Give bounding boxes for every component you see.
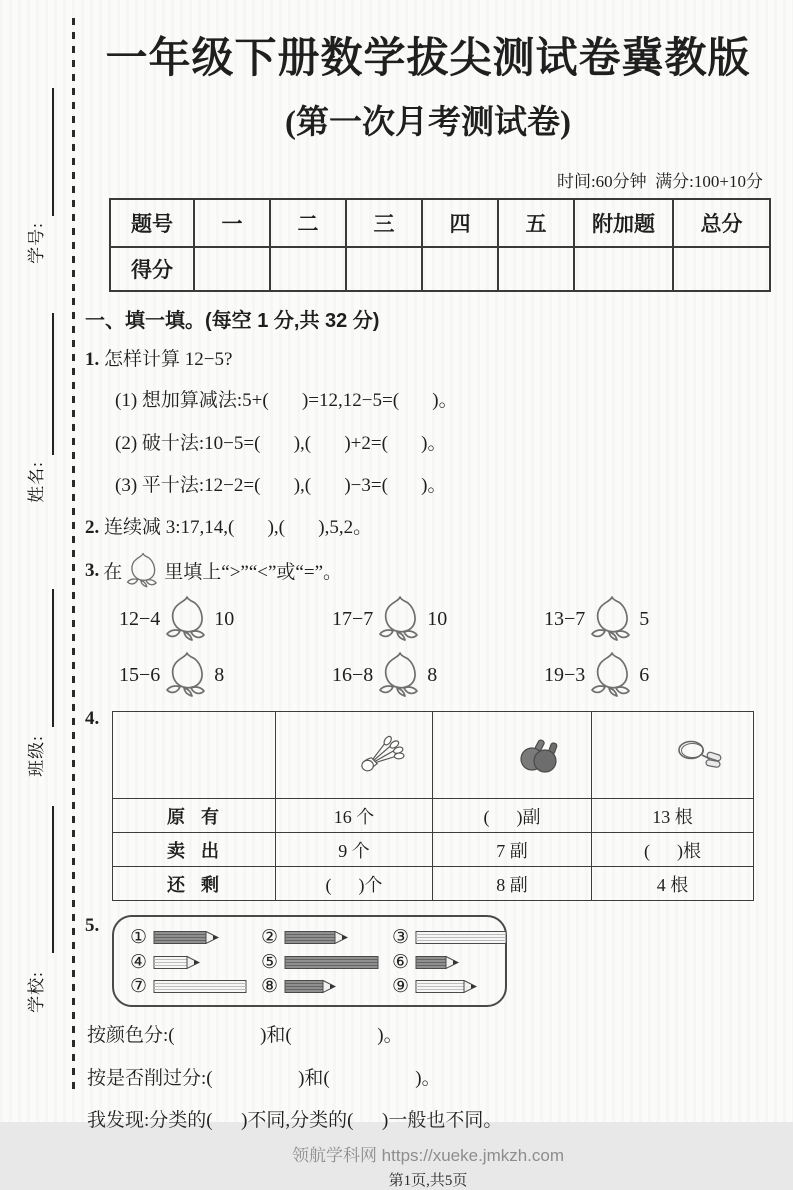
cut-dashed-line: [72, 18, 75, 1096]
comparison-grid: [119, 594, 771, 700]
school-line: [52, 806, 54, 953]
question-1-number: 1.: [85, 348, 100, 370]
question-5-number: 5.: [85, 915, 100, 937]
goods-row-header: 卖 出: [113, 833, 276, 867]
pencil-number: ⑧: [261, 976, 279, 998]
score-cell: [574, 247, 673, 291]
comparison-item: [544, 594, 771, 644]
goods-empty-cell: [113, 712, 276, 799]
pencil-item: [261, 974, 392, 999]
shuttlecock-icon: [359, 734, 403, 776]
score-cell: [498, 247, 574, 291]
goods-cell: 16 个: [276, 799, 433, 833]
jump-rope-icon: [676, 738, 724, 772]
site-watermark: 领航学科网 https://xueke.jmkzh.com: [291, 1145, 565, 1165]
value: 6: [639, 663, 650, 686]
question-1-text: 怎样计算 12−5?: [104, 348, 233, 370]
pencil-item: [130, 950, 261, 975]
peach-icon: [590, 594, 634, 644]
paper-subtitle: (第一次月考测试卷): [285, 104, 571, 141]
page-number: 第1页,共5页: [388, 1172, 468, 1189]
peach-icon: [378, 650, 422, 700]
expression: 16−8: [332, 663, 374, 686]
pencil-item: [392, 950, 507, 975]
goods-cell: 4 根: [592, 867, 754, 901]
goods-cell: 9 个: [276, 833, 433, 867]
pencil-number: ⑥: [392, 951, 410, 973]
score-header-cell: 一: [194, 199, 270, 247]
question-1: [85, 346, 771, 374]
comparison-item: [119, 650, 332, 700]
pencil-icon: [153, 955, 201, 970]
goods-icon-cell: [433, 712, 592, 799]
q5-answer-line-color: 按颜色分:( )和( )。: [87, 1025, 403, 1047]
class-line: [52, 589, 54, 727]
paper-content: [85, 0, 771, 1190]
pencil-item: [130, 925, 261, 950]
section1-heading: 一、填一填。(每空 1 分,共 32 分): [85, 309, 380, 332]
class-label: 班级:: [27, 735, 46, 777]
value: 5: [639, 607, 650, 630]
question-2-number: 2.: [85, 516, 100, 538]
pencil-icon: [415, 930, 507, 945]
school-label: 学校:: [27, 971, 46, 1013]
q5-answer-line-sharpen: 按是否削过分:( )和( )。: [87, 1067, 441, 1089]
score-cell: [346, 247, 422, 291]
score-cell: [673, 247, 770, 291]
question-1-sub3: (3) 平十法:12−2=( ),( )−3=( )。: [115, 475, 447, 497]
question-4-number: 4.: [85, 708, 100, 730]
question-3-suffix: 里填上“>”“<”或“=”。: [164, 562, 343, 584]
score-header-cell: 五: [498, 199, 574, 247]
question-5: [85, 915, 771, 1007]
score-header-cell: 题号: [110, 199, 194, 247]
score-header-cell: 四: [422, 199, 498, 247]
student-id-label: 学号:: [27, 222, 46, 264]
score-cell: [422, 247, 498, 291]
pencil-number: ③: [392, 926, 410, 948]
q5-answer-line-find: 我发现:分类的( )不同,分类的( )一般也不同。: [87, 1110, 503, 1132]
question-3-prefix: 在: [103, 562, 123, 584]
pencil-number: ②: [261, 926, 279, 948]
pencil-icon: [153, 979, 247, 994]
score-header-cell: 附加题: [574, 199, 673, 247]
paper-title: 一年级下册数学拔尖测试卷冀教版: [105, 36, 751, 82]
goods-cell: 13 根: [592, 799, 754, 833]
goods-cell: 7 副: [433, 833, 592, 867]
pencil-number: ⑦: [130, 976, 148, 998]
peach-icon: [590, 650, 634, 700]
goods-icon-cell: [276, 712, 433, 799]
comparison-item: [544, 650, 771, 700]
goods-cell: ( )根: [592, 833, 754, 867]
question-4: [85, 708, 771, 901]
goods-table: [112, 711, 754, 901]
peach-icon: [126, 551, 160, 590]
expression: 13−7: [544, 607, 586, 630]
time-score-info: 时间:60分钟 满分:100+10分: [556, 171, 763, 191]
goods-row-header: 还 剩: [113, 867, 276, 901]
value: 8: [427, 663, 438, 686]
expression: 19−3: [544, 663, 586, 686]
question-3-number: 3.: [85, 559, 100, 581]
score-cell: [270, 247, 346, 291]
goods-icon-cell: [592, 712, 754, 799]
score-header-cell: 二: [270, 199, 346, 247]
score-header-cell: 总分: [673, 199, 770, 247]
comparison-item: [332, 594, 544, 644]
goods-cell: ( )副: [433, 799, 592, 833]
pencil-grid: [112, 915, 507, 1007]
pencil-item: [261, 925, 392, 950]
student-name-line: [52, 313, 54, 455]
pencil-number: ④: [130, 951, 148, 973]
goods-row-header: 原 有: [113, 799, 276, 833]
pencil-number: ⑤: [261, 951, 279, 973]
pencil-item: [392, 974, 507, 999]
comparison-item: [332, 650, 544, 700]
peach-icon: [165, 650, 209, 700]
pencil-item: [392, 925, 507, 950]
score-table: [109, 198, 771, 292]
pencil-icon: [284, 979, 337, 994]
pencil-icon: [284, 955, 379, 970]
question-2-text: 连续减 3:17,14,( ),( ),5,2。: [104, 516, 373, 538]
value: 10: [214, 607, 235, 630]
question-1-sub1: (1) 想加算减法:5+( )=12,12−5=( )。: [115, 390, 458, 412]
pencil-item: [130, 974, 261, 999]
score-header-cell: 三: [346, 199, 422, 247]
expression: 12−4: [119, 607, 161, 630]
score-cell: [194, 247, 270, 291]
pencil-icon: [284, 930, 349, 945]
value: 10: [427, 607, 448, 630]
expression: 17−7: [332, 607, 374, 630]
table-tennis-paddles-icon: [517, 735, 561, 775]
pencil-item: [261, 950, 392, 975]
comparison-item: [119, 594, 332, 644]
student-id-line: [52, 88, 54, 216]
value: 8: [214, 663, 225, 686]
pencil-number: ⑨: [392, 976, 410, 998]
score-row-label: 得分: [110, 247, 194, 291]
pencil-icon: [415, 955, 460, 970]
question-3: [85, 551, 771, 590]
pencil-number: ①: [130, 926, 148, 948]
question-1-sub2: (2) 破十法:10−5=( ),( )+2=( )。: [115, 432, 447, 454]
goods-cell: 8 副: [433, 867, 592, 901]
student-name-label: 姓名:: [27, 461, 46, 503]
question-2: [85, 514, 771, 542]
peach-icon: [378, 594, 422, 644]
peach-icon: [165, 594, 209, 644]
pencil-icon: [415, 979, 478, 994]
pencil-icon: [153, 930, 220, 945]
expression: 15−6: [119, 663, 161, 686]
goods-cell: ( )个: [276, 867, 433, 901]
